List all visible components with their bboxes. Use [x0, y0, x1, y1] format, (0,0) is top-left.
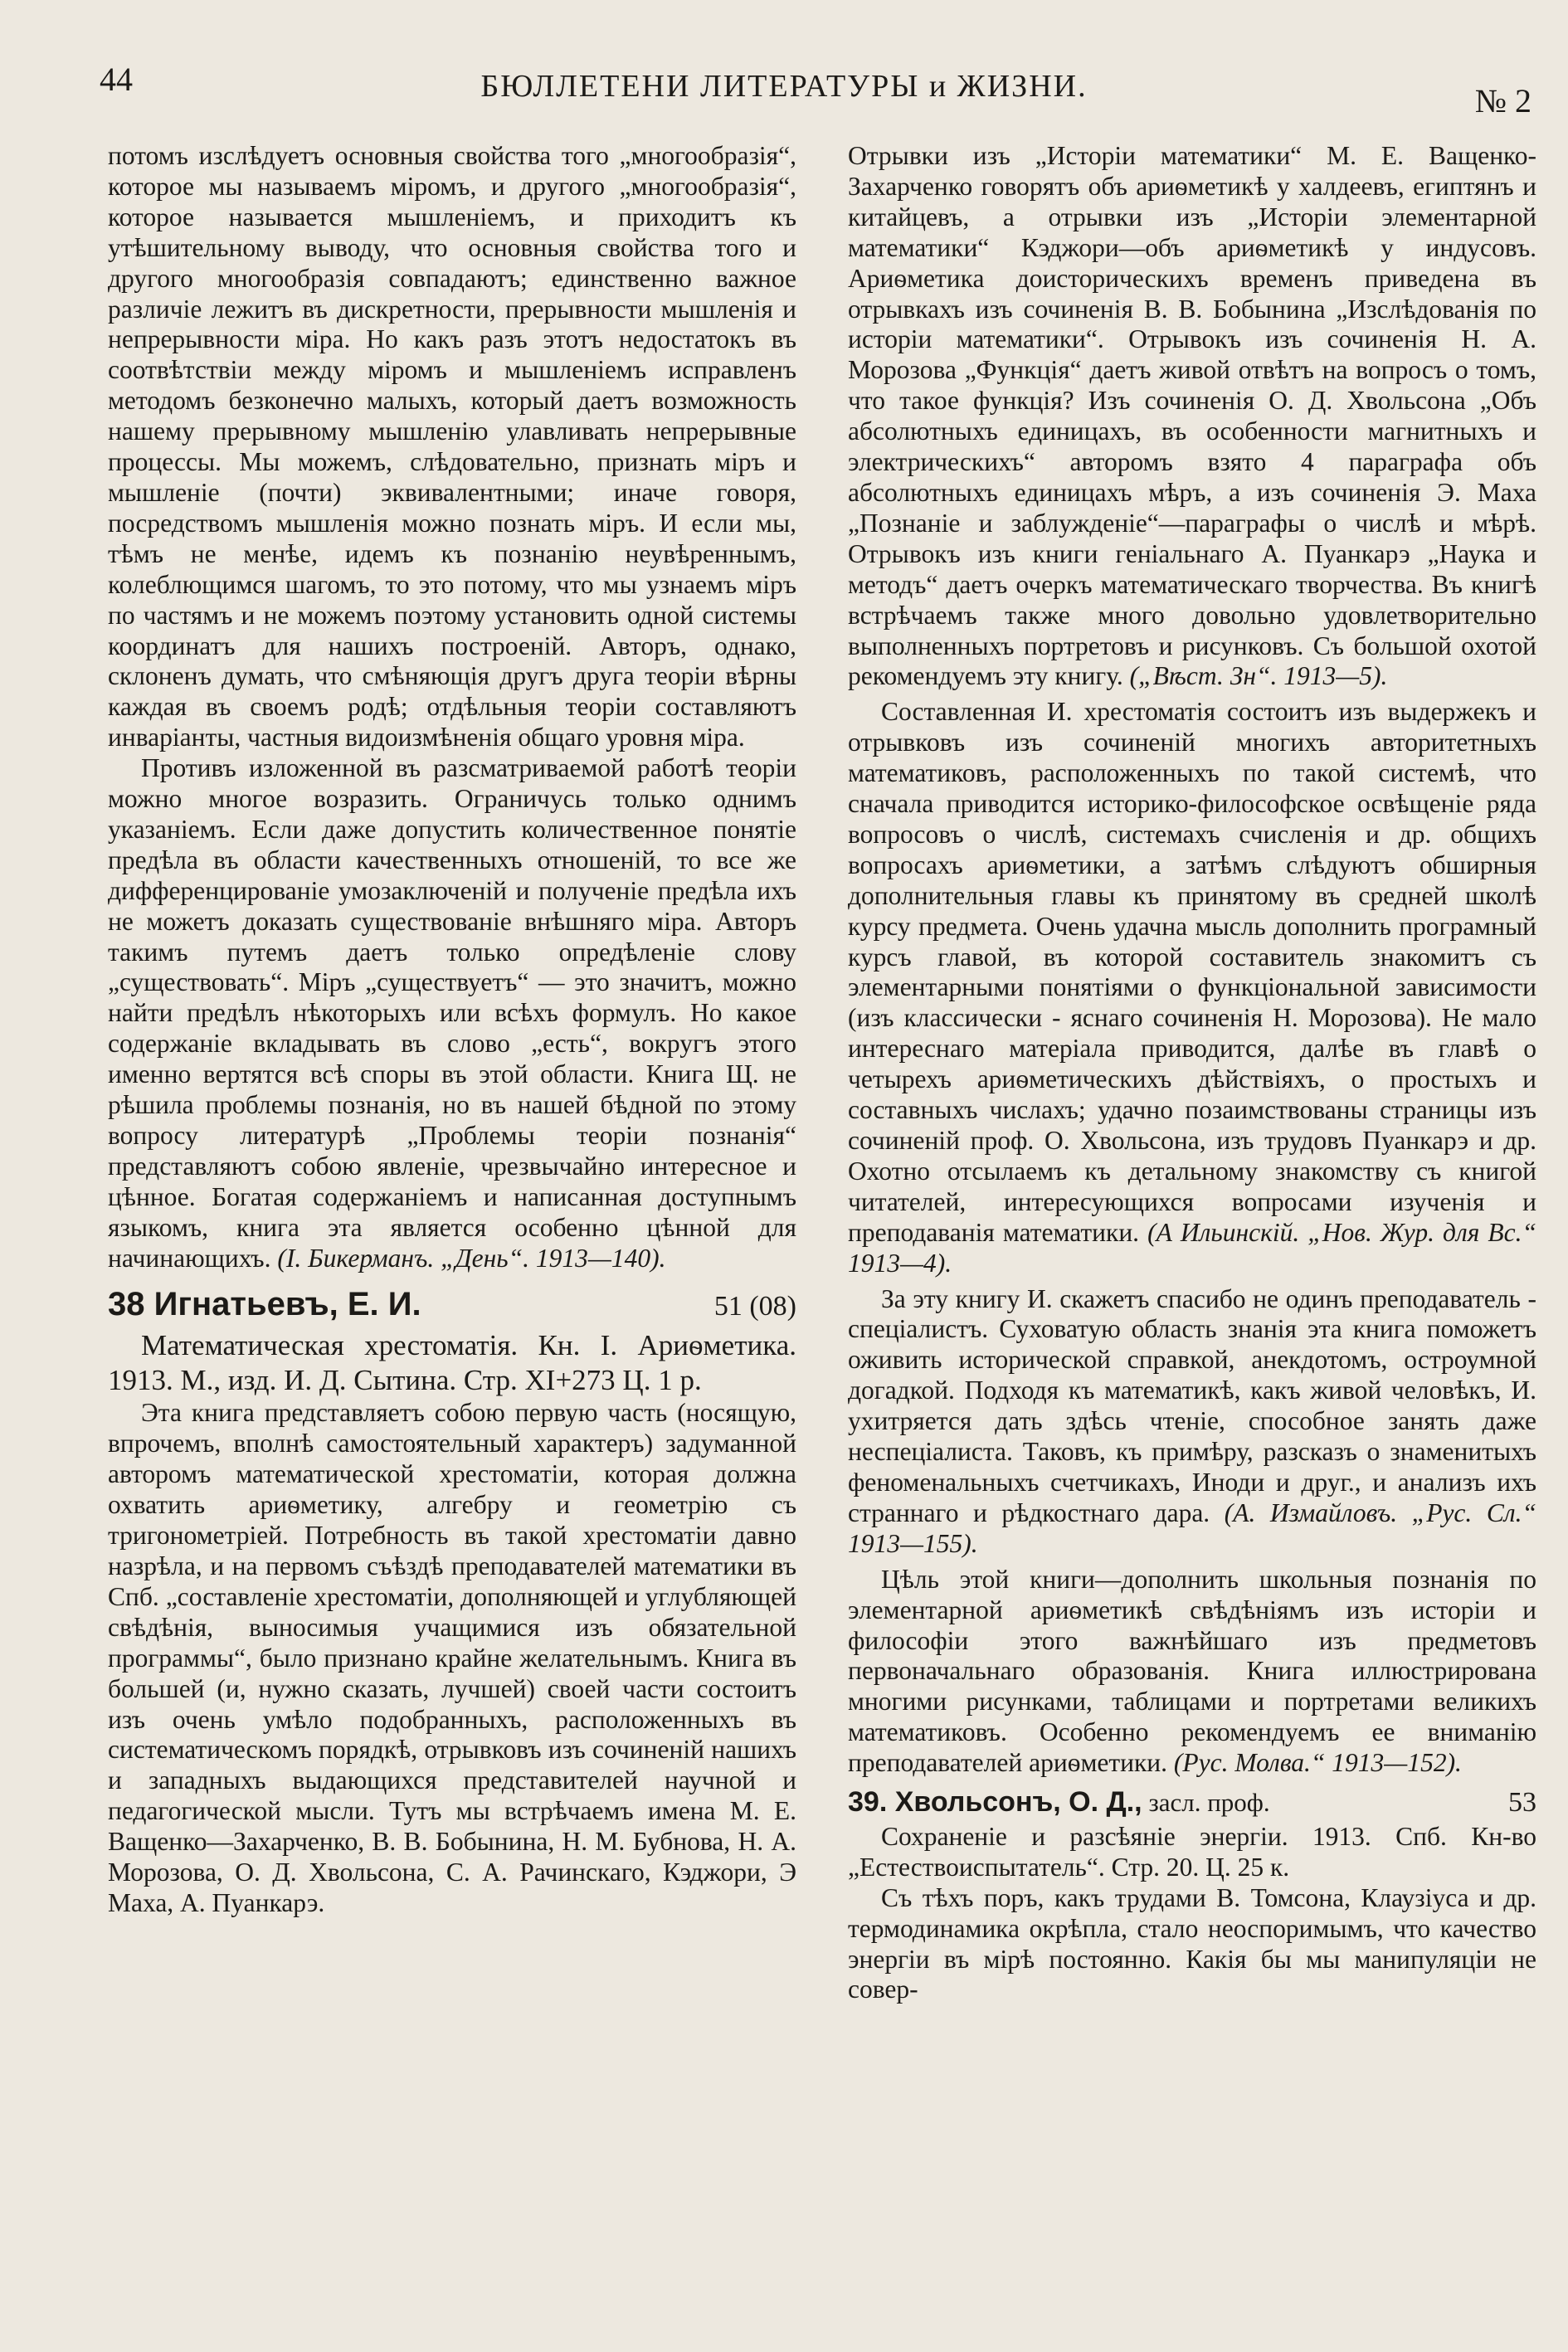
source-citation: (І. Бикерманъ. „День“. 1913—140). [277, 1243, 666, 1273]
paragraph-excerpts [848, 141, 1536, 692]
entry-author: 38 Игнатьевъ, Е. И. [108, 1285, 421, 1322]
source-citation: (Рус. Молва.“ 1913—152). [1173, 1748, 1462, 1778]
entry-classification: 51 (08) [713, 1290, 796, 1322]
source-citation: („Вѣст. Зн“. 1913—5). [1129, 661, 1388, 691]
paragraph-text: Отрывки изъ „Исторіи математики“ М. Е. Ващенко-Захарченко говорятъ объ ариѳметикѣ у халдеевъ, египтянъ и китайцевъ, а отрывки изъ „Исторіи элементарной математики“ Кэджори—объ ариѳметикѣ у индусовъ. Ариѳметика доисторическихъ временъ приведена въ отрывкахъ изъ сочиненія В. В. Бобынина „Изслѣдованія по исторіи математики“. Отрывокъ изъ сочиненія Н. А. Морозова „Функція“ даетъ живой отвѣтъ на вопросъ о томъ, что такое функція? Изъ сочиненія О. Д. Хвольсона „Объ абсолютныхъ единицахъ, въ особенности магнитныхъ и электрическихъ“ авторомъ взято 4 параграфа объ абсолютныхъ единицахъ мѣръ, а изъ сочиненія Э. Маха „Познаніе и заблужденіе“—параграфы о числѣ и мѣрѣ. Отрывокъ изъ книги геніальнаго А. Пуанкарэ „Наука и методъ“ даетъ очеркъ математическаго творчества. Въ книгѣ встрѣчаемъ также много довольно удовлетворительно выполненныхъ портретовъ и рисунковъ. Съ большой охотой рекомендуемъ эту книгу. [848, 141, 1536, 691]
paragraph-text: Цѣль этой книги—дополнить школьныя познанія по элементарной ариѳметикѣ свѣдѣніямъ изъ исторіи и философіи этого важнѣйшаго изъ предметовъ первоначальнаго образованія. Книга иллюстрирована многими рисунками, таблицами и портретами великихъ математиковъ. Особенно рекомендуемъ ее вниманію преподавателей ариѳметики. [848, 1564, 1536, 1778]
entry-classification: 53 [1508, 1787, 1536, 1819]
paragraph-text: За эту книгу И. скажетъ спасибо не одинъ преподаватель - спеціалистъ. Суховатую область знанія эта книга поможетъ оживить исторической справкой, анекдотомъ, остроумной догадкой. Подходя къ математикѣ, какъ живой человѣкъ, И. ухитряется дать здѣсь чтеніе, способное занять даже неспеціалиста. Таковъ, къ примѣру, разсказъ о знаменитыхъ феноменальныхъ счетчикахъ, Иноди и друг., и анализъ ихъ страннаго и рѣдкостнаго дара. [848, 1283, 1536, 1527]
right-column [848, 141, 1536, 2005]
paragraph-review: Съ тѣхъ поръ, какъ трудами В. Томсона, Клаузіуса и др. термодинамика окрѣпла, стало неоспоримымъ, что качество энергіи въ мірѣ постоянно. Какія бы мы манипуляціи не совер- [848, 1882, 1536, 2004]
paragraph-review [848, 697, 1536, 1278]
source-citation: (А. Измайловъ. „Рус. Сл.“ 1913—155). [848, 1497, 1536, 1558]
paragraph-text: Составленная И. хрестоматія состоитъ изъ выдержекъ и отрывковъ изъ сочиненій многихъ авторитетныхъ математиковъ, расположенныхъ по такой системѣ, что сначала приводится историко-философское освѣщеніе ряда вопросовъ о числѣ, системахъ счисленія и др. общихъ вопросахъ ариѳметики, а затѣмъ слѣдуютъ обширныя дополнительныя главы къ принятому въ средней школѣ курсу предмета. Очень удачна мысль дополнить програмный курсъ главой, въ которой составитель знакомитъ съ элементарными понятіями о функціональной зависимости (изъ классически - яснаго сочиненія Н. Морозова). Не мало интереснаго матеріала приводится, далѣе въ главѣ о четырехъ ариѳметическихъ дѣйствіяхъ, о простыхъ и составныхъ числахъ; удачно позаимствованы страницы изъ сочиненій проф. О. Хвольсона, изъ трудовъ Пуанкарэ и др. Охотно отсылаемъ къ детальному знакомству съ книгой читателей, интересующихся вопросами изученія и преподаванія математики. [848, 697, 1536, 1247]
paragraph-critique [108, 753, 796, 1273]
paragraph-text: Противъ изложенной въ разсматриваемой работѣ теоріи можно многое возразить. Ограничусь только однимъ указаніемъ. Если даже допустить количественное понятіе предѣла въ области качественныхъ отношеній, то все же дифференцированіе умозаключеній и полученіе предѣла ихъ не можетъ доказать существованіе внѣшняго міра. Авторъ такимъ путемъ даетъ только опредѣленіе слову „существовать“. Міръ „существуетъ“ — это значитъ, можно найти предѣлъ нѣкоторыхъ или всѣхъ формулъ. Но какое содержаніе вкладывать въ слово „есть“, вокругъ этого именно вертятся всѣ споры въ этой области. Книга Щ. не рѣшила проблемы познанія, но въ нашей бѣдной по этому вопросу литературѣ „Проблемы теоріи познанія“ представляютъ собою явленіе, чрезвычайно интересное и цѣнное. Богатая содержаніемъ и написанная доступнымъ языкомъ, книга эта является особенно цѣнной для начинающихъ. [108, 753, 796, 1273]
bibliographic-description: Сохраненіе и разсѣяніе энергіи. 1913. Спб. Кн-во „Естествоиспытатель“. Стр. 20. Ц. 25 к. [848, 1821, 1536, 1882]
left-column [108, 141, 796, 1919]
page-number: 44 [100, 61, 133, 98]
running-title: БЮЛЛЕТЕНИ ЛИТЕРАТУРЫ и ЖИЗНИ. [480, 69, 1088, 104]
paragraph-review [848, 1284, 1536, 1560]
paragraph-review: Эта книга представляетъ собою первую часть (носящую, впрочемъ, вполнѣ самостоятельный характеръ) задуманной авторомъ математической хрестоматіи, которая должна охватить ариѳметику, алгебру и геометрію съ тригонометріей. Потребность въ такой хрестоматіи давно назрѣла, и на первомъ съѣздѣ преподавателей математики въ Спб. „составленіе хрестоматіи, дополняющей и углубляющей свѣдѣнія, выносимыя учащимися изъ обязательной программы“, было признано крайне желательнымъ. Книга въ большей (и, нужно сказать, лучшей) своей части состоитъ изъ очень умѣло подобранныхъ, расположенныхъ въ систематическомъ порядкѣ, отрывковъ изъ сочиненій нашихъ и западныхъ выдающихся представителей научной и педагогической мысли. Тутъ мы встрѣчаемъ имена М. Е. Ващенко—Захарченко, В. В. Бобынина, Н. М. Бубнова, Н. А. Морозова, О. Д. Хвольсона, С. А. Рачинскаго, Кэджори, Э Маха, А. Пуанкарэ. [108, 1398, 796, 1917]
source-citation: (А Ильинскій. „Нов. Жур. для Вс.“ 1913—4). [848, 1217, 1537, 1278]
paragraph-review [848, 1565, 1536, 1779]
paragraph-continued: потомъ изслѣдуетъ основныя свойства того „многообразія“, которое мы называемъ міромъ, и другого „многообразія“, которое называется мышленіемъ, и приходитъ къ утѣшительному выводу, что основныя свойства того и другого многообразія совпадаютъ; единственно важное различіе лежитъ въ дискретности, прерывности мышленія и непрерывности міра. Но какъ разъ этотъ недостатокъ въ соотвѣтствіи между міромъ и мышленіемъ исправленъ методомъ безконечно малыхъ, который даетъ возможность нашему прерывному мышленію улавливать непрерывные процессы. Мы можемъ, слѣдовательно, признать міръ и мышленіе (почти) эквивалентными; иначе говоря, посредствомъ мышленія можно познать міръ. И если мы, тѣмъ не менѣе, идемъ къ познанію неувѣреннымъ, колеблющимся шагомъ, то это потому, что мы узнаемъ міръ по частямъ и не можемъ поэтому установить одной системы координатъ для нашихъ построеній. Авторъ, однако, склоненъ думать, что смѣняющія другъ друга теоріи вѣрны каждая въ своемъ родѣ; отдѣльныя теоріи составляютъ инваріанты, частныя видоизмѣненія общаго уровня міра. [108, 141, 796, 752]
entry-author-line [848, 1787, 1270, 1819]
issue-number: № 2 [1474, 82, 1531, 119]
entry-heading-38 [108, 1285, 796, 1322]
bibliographic-description: Математическая хрестоматія. Кн. І. Ариѳметика. 1913. М., изд. И. Д. Сытина. Стр. XI+273 Ц. 1 р. [108, 1329, 796, 1397]
entry-rank: засл. проф. [1148, 1788, 1270, 1818]
entry-author: 39. Хвольсонъ, О. Д., [848, 1786, 1142, 1819]
entry-heading-39 [848, 1787, 1536, 1819]
